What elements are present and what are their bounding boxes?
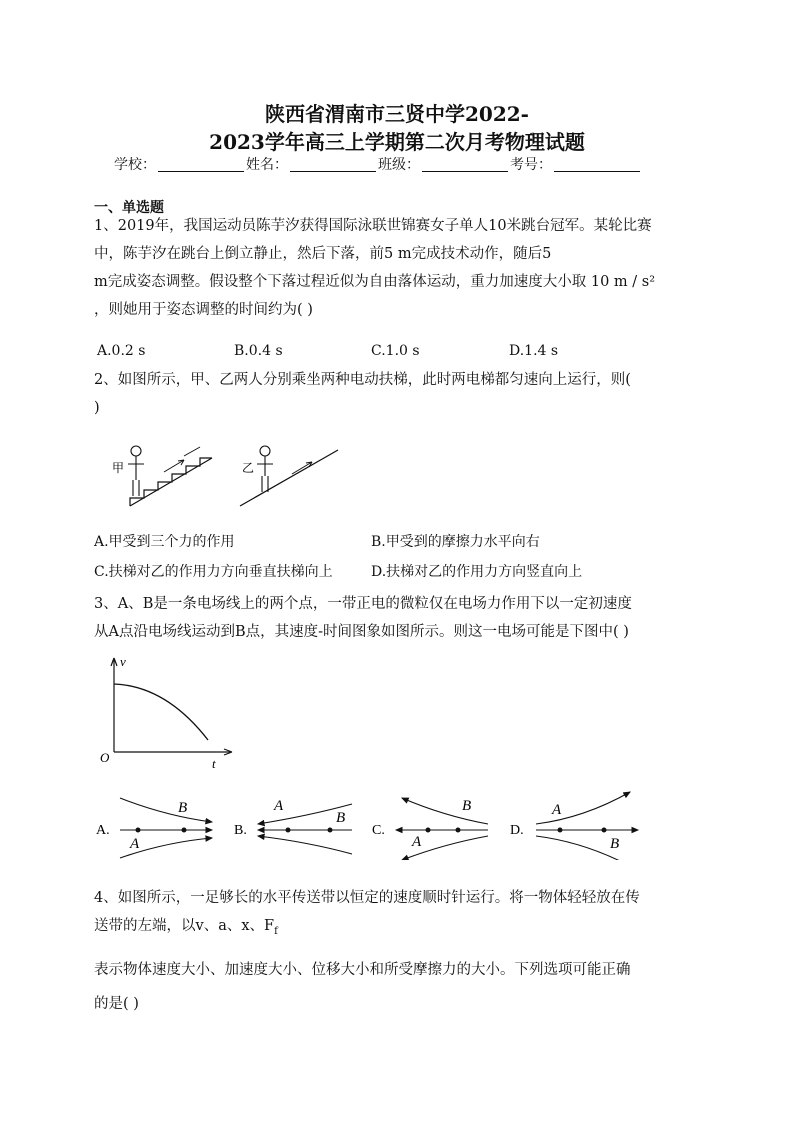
q2-line1: 2、如图所示，甲、乙两人分别乘坐两种电动扶梯，此时两电梯都匀速向上运行，则( bbox=[94, 372, 631, 388]
velocity-curve bbox=[114, 684, 208, 740]
origin-label: O bbox=[100, 750, 110, 765]
q1-option-b: B.0.4 s bbox=[234, 343, 283, 359]
q4-line4: 的是( ) bbox=[94, 995, 139, 1012]
q3-line2: 从A点沿电场线运动到B点，其速度-时间图象如图所示。则这一电场可能是下图中( ) bbox=[94, 624, 629, 640]
q2-option-b: B.甲受到的摩擦力水平向右 bbox=[371, 534, 540, 550]
field-option-c-label: C. bbox=[372, 823, 385, 838]
q2-option-d: D.扶梯对乙的作用力方向竖直向上 bbox=[371, 564, 583, 580]
inclined-escalator bbox=[240, 450, 338, 506]
field-option-d bbox=[510, 792, 638, 860]
field-option-d-label: D. bbox=[510, 823, 524, 838]
svg-text:A: A bbox=[552, 802, 562, 818]
q4-line1: 4、如图所示，一足够长的水平传送带以恒定的速度顺时针运行。将一物体轻轻放在传 bbox=[94, 890, 640, 906]
q1-option-c: C.1.0 s bbox=[371, 343, 420, 359]
question-2 bbox=[94, 366, 704, 422]
label-jia: 甲 bbox=[112, 461, 125, 475]
page-title-line1: 陕西省渭南市三贤中学2022- bbox=[265, 102, 529, 126]
t-axis-label: t bbox=[212, 756, 216, 771]
page-title-line2: 2023学年高三上学期第二次月考物理试题 bbox=[209, 130, 585, 154]
svg-text:B: B bbox=[336, 810, 346, 826]
field-option-b bbox=[234, 798, 352, 854]
svg-text:A: A bbox=[130, 836, 140, 852]
field-option-c bbox=[372, 798, 488, 860]
q2-line2: ) bbox=[94, 400, 100, 416]
svg-text:A: A bbox=[412, 834, 422, 850]
q2-option-c: C.扶梯对乙的作用力方向垂直扶梯向上 bbox=[94, 564, 333, 580]
stair-escalator bbox=[130, 458, 212, 506]
field-option-a-label: A. bbox=[96, 823, 110, 838]
question-1 bbox=[94, 212, 704, 324]
q4-line3: 表示物体速度大小、加速度大小、位移大小和所受摩擦力的大小。下列选项可能正确 bbox=[94, 961, 631, 978]
q1-line3: m完成姿态调整。假设整个下落过程近似为自由落体运动，重力加速度大小取 10 m / s² bbox=[94, 274, 656, 290]
name-label: 姓名： bbox=[246, 157, 288, 173]
q2-option-a: A.甲受到三个力的作用 bbox=[94, 534, 235, 550]
field-options-figure bbox=[94, 788, 674, 860]
jia-motion-arrow-1 bbox=[164, 460, 184, 472]
field-option-b-label: B. bbox=[234, 823, 247, 838]
q1-line2: 中，陈芋汐在跳台上倒立静止，然后下落，前5 m完成技术动作，随后5 bbox=[94, 246, 552, 262]
jia-motion-arrow-2 bbox=[184, 447, 200, 456]
velocity-time-graph bbox=[96, 652, 256, 772]
person-jia bbox=[128, 446, 144, 496]
v-axis-label: v bbox=[120, 654, 126, 669]
svg-text:B: B bbox=[178, 800, 188, 816]
school-label: 学校： bbox=[114, 157, 156, 173]
svg-text:B: B bbox=[462, 798, 472, 814]
q3-line1: 3、A、B是一条电场线上的两个点，一带正电的微粒仅在电场力作用下以一定初速度 bbox=[94, 596, 632, 612]
label-yi: 乙 bbox=[242, 461, 255, 475]
q1-option-d: D.1.4 s bbox=[509, 343, 559, 359]
class-label: 班级： bbox=[378, 157, 420, 173]
exam-no-blank bbox=[554, 157, 640, 172]
question-4 bbox=[94, 884, 704, 1018]
escalator-figure bbox=[100, 440, 340, 515]
svg-text:A: A bbox=[274, 798, 284, 814]
yi-motion-arrow bbox=[292, 462, 312, 474]
name-blank bbox=[290, 157, 376, 172]
field-option-a bbox=[96, 798, 212, 858]
student-info-row bbox=[114, 154, 642, 174]
person-yi bbox=[257, 446, 273, 492]
section-heading: 一、单选题 bbox=[94, 200, 164, 216]
q4-line2: 送带的左端，以v、a、x、$F_f$ bbox=[94, 918, 278, 937]
q1-line1: 1、2019年，我国运动员陈芋汐获得国际泳联世锦赛女子单人10米跳台冠军。某轮比赛 bbox=[94, 218, 652, 234]
q1-option-a: A.0.2 s bbox=[97, 343, 146, 359]
q1-line4: ，则她用于姿态调整的时间约为( ) bbox=[94, 302, 313, 318]
school-blank bbox=[158, 157, 244, 172]
svg-text:B: B bbox=[610, 836, 620, 852]
class-blank bbox=[422, 157, 508, 172]
exam-no-label: 考号： bbox=[510, 157, 552, 173]
question-3 bbox=[94, 590, 704, 646]
